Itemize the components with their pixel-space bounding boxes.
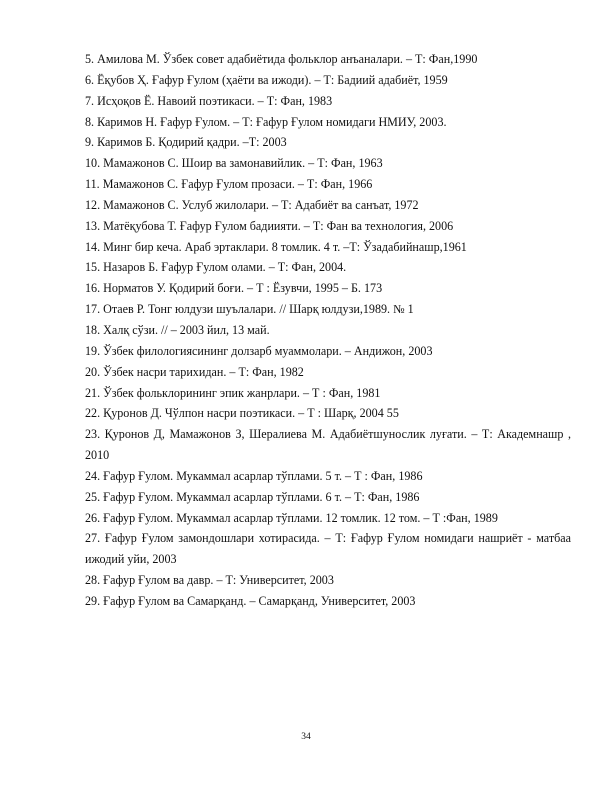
reference-item: 28. Ғафур Ғулом ва давр. – Т: Университет, 2003 (85, 573, 334, 588)
reference-item: 27. Ғафур Ғулом замондошлари хотирасида. – Т: Ғафур Ғулом номидаги нашриёт - матбаа ижодий уйи, 2003 (85, 531, 571, 567)
reference-item: 16. Норматов У. Қодирий боғи. – Т : Ёзувчи, 1995 – Б. 173 (85, 281, 383, 296)
reference-item: 8. Каримов Н. Ғафур Ғулом. – Т: Ғафур Ғулом номидаги НМИУ, 2003. (85, 114, 447, 129)
reference-item: 14. Минг бир кеча. Араб эртаклари. 8 томлик. 4 т. –Т: Ўзадабийнашр,1961 (85, 239, 467, 254)
reference-item: 25. Ғафур Ғулом. Мукаммал асарлар тўплами. 6 т. – Т: Фан, 1986 (85, 489, 420, 504)
reference-item: 24. Ғафур Ғулом. Мукаммал асарлар тўплами. 5 т. – Т : Фан, 1986 (85, 468, 423, 483)
reference-item: 29. Ғафур Ғулом ва Самарқанд. – Самарқанд, Университет, 2003 (85, 593, 416, 608)
reference-item: 18. Халқ сўзи. // – 2003 йил, 13 май. (85, 322, 270, 337)
reference-item: 7. Исҳоқов Ё. Навоий поэтикаси. – Т: Фан, 1983 (85, 93, 333, 108)
reference-item: 6. Ёқубов Ҳ. Ғафур Ғулом (ҳаёти ва ижоди). – Т: Бадиий адабиёт, 1959 (85, 72, 448, 87)
reference-item: 12. Мамажонов С. Услуб жилолари. – Т: Адабиёт ва санъат, 1972 (85, 197, 419, 212)
reference-item: 19. Ўзбек филологиясининг долзарб муаммолари. – Андижон, 2003 (85, 343, 433, 358)
reference-item: 13. Матёқубова Т. Ғафур Ғулом бадиияти. – Т: Фан ва технология, 2006 (85, 218, 454, 233)
reference-item: 9. Каримов Б. Қодирий қадри. –Т: 2003 (85, 135, 287, 150)
document-page (85, 49, 571, 612)
reference-item: 23. Қуронов Д, Мамажонов З, Шералиева М. Адабиётшунослик луғати. – Т: Академнашр , 2010 (85, 427, 571, 463)
page-number: 34 (301, 732, 311, 742)
reference-item: 22. Қуронов Д. Чўлпон насри поэтикаси. – Т : Шарқ, 2004 55 (85, 406, 399, 421)
reference-item: 17. Отаев Р. Тонг юлдузи шуълалари. // Шарқ юлдузи,1989. № 1 (85, 302, 414, 317)
reference-item: 10. Мамажонов С. Шоир ва замонавийлик. – Т: Фан, 1963 (85, 156, 383, 171)
reference-item: 21. Ўзбек фольклорининг эпик жанрлари. – Т : Фан, 1981 (85, 385, 381, 400)
reference-item: 5. Амилова М. Ўзбек совет адабиётида фольклор анъаналари. – Т: Фан,1990 (85, 52, 478, 66)
reference-item: 15. Назаров Б. Ғафур Ғулом олами. – Т: Фан, 2004. (85, 260, 347, 275)
reference-item: 26. Ғафур Ғулом. Мукаммал асарлар тўплами. 12 томлик. 12 том. – Т :Фан, 1989 (85, 510, 498, 525)
reference-list (85, 49, 571, 612)
reference-item: 11. Мамажонов С. Ғафур Ғулом прозаси. – Т: Фан, 1966 (85, 177, 373, 192)
reference-item: 20. Ўзбек насри тарихидан. – Т: Фан, 1982 (85, 364, 304, 379)
